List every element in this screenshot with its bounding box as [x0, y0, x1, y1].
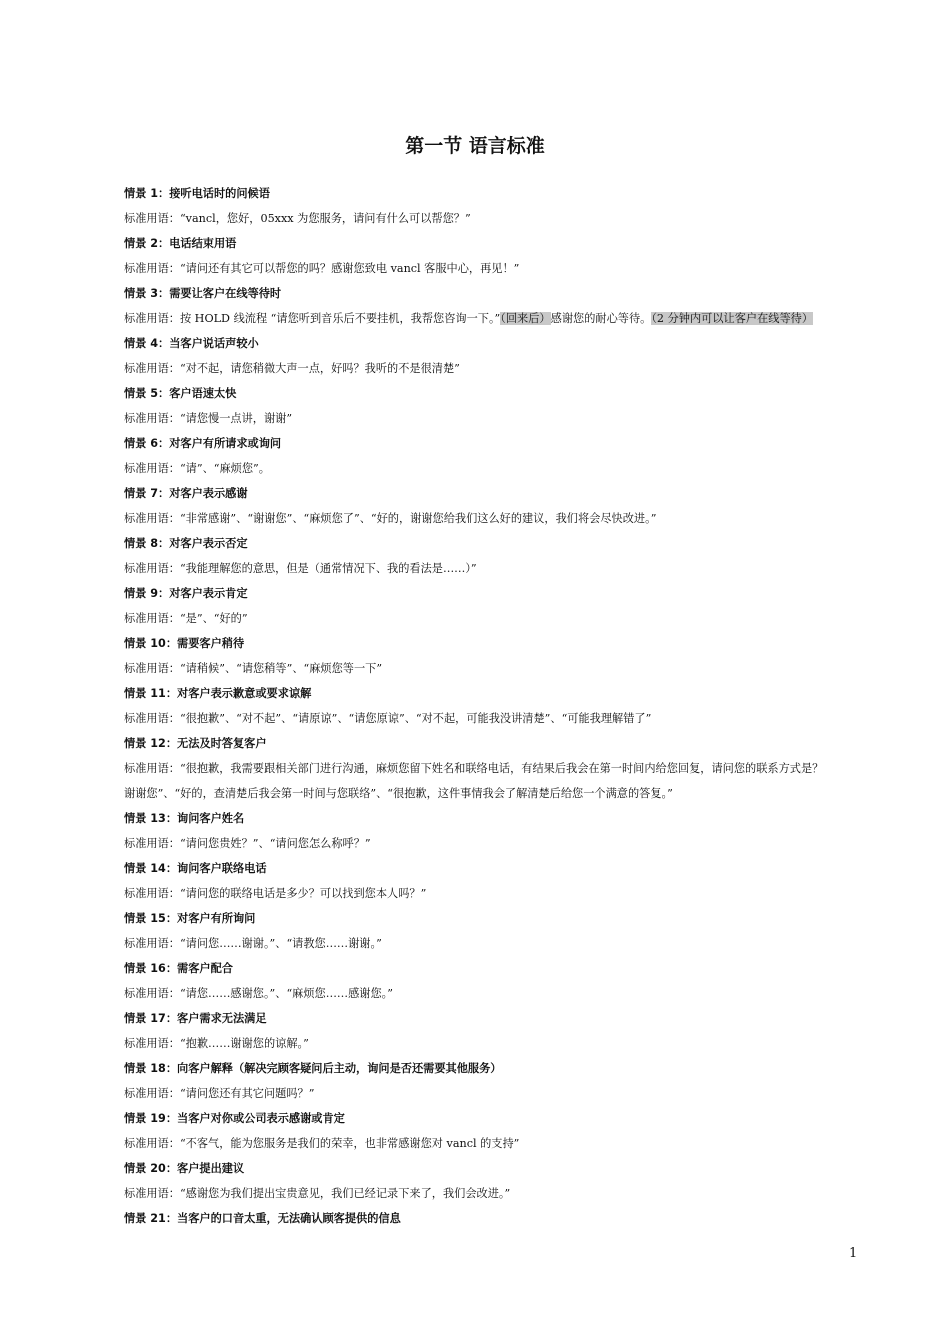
- scene-heading: 情景 9：对客户表示肯定: [124, 587, 248, 600]
- scene-heading: 情景 4：当客户说话声较小: [124, 337, 259, 350]
- standard-phrase: 标准用语：“请您慢一点讲，谢谢”: [124, 412, 293, 425]
- scene-heading: 情景 8：对客户表示否定: [124, 537, 248, 550]
- scene-heading: 情景 14：询问客户联络电话: [124, 862, 267, 875]
- scene-heading: 情景 18：向客户解释（解决完顾客疑问后主动，询问是否还需要其他服务）: [124, 1062, 502, 1075]
- phrase-text: 感谢您的耐心等待。: [550, 312, 652, 325]
- standard-phrase: 谢谢您”、“好的，查清楚后我会第一时间与您联络”、“很抱歉，这件事情我会了解清楚后给您一个满意的答复。”: [124, 787, 673, 800]
- scene-heading: 情景 6：对客户有所请求或询问: [124, 437, 282, 450]
- standard-phrase: 标准用语：“很抱歉”、“对不起”、“请原谅”、“请您原谅”、“对不起，可能我没讲清楚”、“可能我理解错了”: [124, 712, 652, 725]
- standard-phrase: 标准用语：“请”、“麻烦您”。: [124, 462, 270, 475]
- standard-phrase: 标准用语：“是”、“好的”: [124, 612, 248, 625]
- standard-phrase: 标准用语：“请问您贵姓？”、“请问您怎么称呼？”: [124, 837, 371, 850]
- standard-phrase: 标准用语：“请您……感谢您。”、“麻烦您……感谢您。”: [124, 987, 393, 1000]
- standard-phrase: 标准用语：“我能理解您的意思，但是（通常情况下、我的看法是……）”: [124, 562, 477, 575]
- scene-heading: 情景 20：客户提出建议: [124, 1162, 245, 1175]
- standard-phrase: 标准用语：“请稍候”、“请您稍等”、“麻烦您等一下”: [124, 662, 383, 675]
- page-title: 第一节 语言标准: [405, 135, 545, 157]
- standard-phrase: 标准用语：“请问您的联络电话是多少？可以找到您本人吗？”: [124, 887, 427, 900]
- scene-heading: 情景 17：客户需求无法满足: [124, 1012, 267, 1025]
- scene-heading: 情景 13：询问客户姓名: [124, 812, 245, 825]
- scene-heading: 情景 7：对客户表示感谢: [124, 487, 248, 500]
- scene-heading: 情景 11：对客户表示歉意或要求谅解: [124, 687, 312, 700]
- scene-list: [124, 181, 864, 1231]
- standard-phrase: 标准用语：“不客气，能为您服务是我们的荣幸，也非常感谢您对 vancl 的支持”: [124, 1137, 520, 1150]
- scene-heading: 情景 3：需要让客户在线等待时: [124, 287, 282, 300]
- scene-heading: 情景 2：电话结束用语: [124, 237, 237, 250]
- scene-heading: 情景 19：当客户对你或公司表示感谢或肯定: [124, 1112, 345, 1125]
- highlighted-note: （回来后）: [500, 312, 551, 325]
- scene-heading: 情景 10：需要客户稍待: [124, 637, 245, 650]
- phrase-text: 标准用语：按 HOLD 线流程 “请您听到音乐后不要挂机，我帮您咨询一下。”: [124, 312, 501, 325]
- page-number: 1: [849, 1246, 858, 1261]
- standard-phrase: 标准用语：“很抱歉，我需要跟相关部门进行沟通，麻烦您留下姓名和联络电话，有结果后我会在第一时间内给您回复，请问您的联系方式是？: [124, 762, 824, 775]
- highlighted-note: （2 分钟内可以让客户在线等待）: [651, 312, 814, 325]
- scene-heading: 情景 5：客户语速太快: [124, 387, 237, 400]
- standard-phrase: 标准用语：“感谢您为我们提出宝贵意见，我们已经记录下来了，我们会改进。”: [124, 1187, 511, 1200]
- scene-heading: 情景 15：对客户有所询问: [124, 912, 256, 925]
- standard-phrase: 标准用语：“对不起，请您稍微大声一点，好吗？我听的不是很清楚”: [124, 362, 460, 375]
- scene-heading: 情景 12：无法及时答复客户: [124, 737, 267, 750]
- standard-phrase: 标准用语：“非常感谢”、“谢谢您”、“麻烦您了”、“好的，谢谢您给我们这么好的建议，我们将会尽快改进。”: [124, 512, 657, 525]
- standard-phrase: 标准用语：“vancl，您好，05xxx 为您服务，请问有什么可以帮您？”: [124, 212, 471, 225]
- standard-phrase: 标准用语：“请问您还有其它问题吗？”: [124, 1087, 315, 1100]
- standard-phrase: 标准用语：“请问您……谢谢。”、“请教您……谢谢。”: [124, 937, 382, 950]
- standard-phrase: [124, 306, 864, 331]
- scene-heading: 情景 21：当客户的口音太重，无法确认顾客提供的信息: [124, 1212, 401, 1225]
- scene-heading: 情景 1：接听电话时的问候语: [124, 187, 270, 200]
- standard-phrase: 标准用语：“抱歉……谢谢您的谅解。”: [124, 1037, 309, 1050]
- standard-phrase: 标准用语：“请问还有其它可以帮您的吗？感谢您致电 vancl 客服中心，再见！”: [124, 262, 520, 275]
- scene-heading: 情景 16：需客户配合: [124, 962, 233, 975]
